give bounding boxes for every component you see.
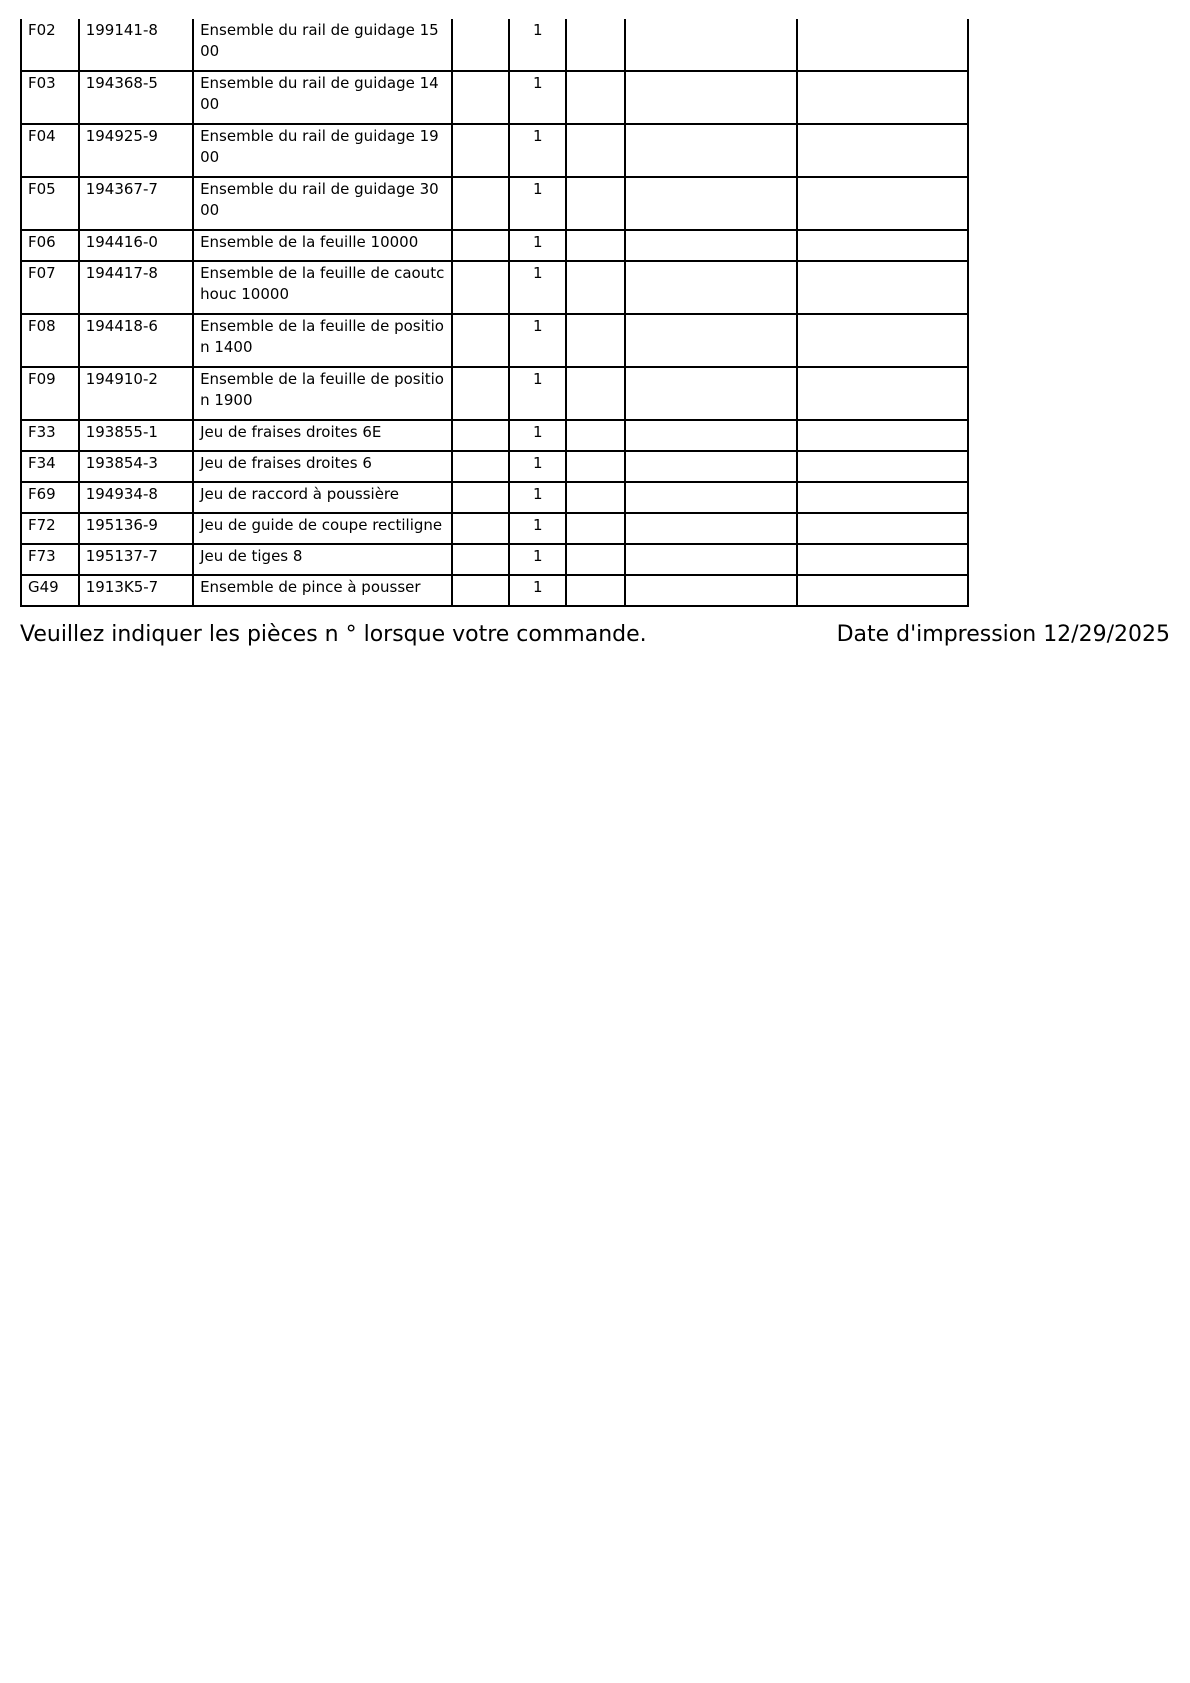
description-cell: Ensemble du rail de guidage 1400	[193, 71, 452, 124]
table-row	[21, 71, 968, 124]
part-number-cell: 194418-6	[79, 314, 193, 367]
quantity-cell: 1	[509, 19, 566, 71]
empty-cell	[452, 575, 510, 606]
part-number-cell: 193855-1	[79, 420, 193, 451]
empty-cell	[452, 367, 510, 420]
ref-cell: F04	[21, 124, 79, 177]
table-row	[21, 575, 968, 606]
empty-cell	[797, 482, 968, 513]
empty-cell	[625, 482, 797, 513]
ref-cell: F05	[21, 177, 79, 230]
empty-cell	[566, 544, 625, 575]
empty-cell	[452, 261, 510, 314]
quantity-cell: 1	[509, 177, 566, 230]
empty-cell	[566, 19, 625, 71]
table-row	[21, 261, 968, 314]
quantity-cell: 1	[509, 575, 566, 606]
empty-cell	[625, 513, 797, 544]
ref-cell: G49	[21, 575, 79, 606]
empty-cell	[625, 124, 797, 177]
empty-cell	[625, 71, 797, 124]
table-row	[21, 230, 968, 261]
part-number-cell: 195136-9	[79, 513, 193, 544]
empty-cell	[566, 314, 625, 367]
empty-cell	[566, 261, 625, 314]
empty-cell	[797, 314, 968, 367]
part-number-cell: 199141-8	[79, 19, 193, 71]
empty-cell	[625, 230, 797, 261]
empty-cell	[797, 544, 968, 575]
part-number-cell: 193854-3	[79, 451, 193, 482]
table-row	[21, 19, 968, 71]
table-row	[21, 544, 968, 575]
ref-cell: F07	[21, 261, 79, 314]
ref-cell: F02	[21, 19, 79, 71]
print-date: Date d'impression 12/29/2025	[836, 622, 1170, 647]
empty-cell	[797, 575, 968, 606]
ref-cell: F73	[21, 544, 79, 575]
ref-cell: F09	[21, 367, 79, 420]
quantity-cell: 1	[509, 261, 566, 314]
empty-cell	[566, 451, 625, 482]
part-number-cell: 194367-7	[79, 177, 193, 230]
table-row	[21, 124, 968, 177]
ref-cell: F69	[21, 482, 79, 513]
empty-cell	[566, 124, 625, 177]
ref-cell: F06	[21, 230, 79, 261]
quantity-cell: 1	[509, 71, 566, 124]
table-row	[21, 367, 968, 420]
empty-cell	[797, 367, 968, 420]
description-cell: Ensemble de la feuille de caoutchouc 10000	[193, 261, 452, 314]
quantity-cell: 1	[509, 124, 566, 177]
ref-cell: F03	[21, 71, 79, 124]
order-note: Veuillez indiquer les pièces n ° lorsque votre commande.	[20, 622, 647, 647]
description-cell: Ensemble du rail de guidage 1500	[193, 19, 452, 71]
description-cell: Jeu de fraises droites 6	[193, 451, 452, 482]
table-row	[21, 420, 968, 451]
empty-cell	[566, 177, 625, 230]
empty-cell	[797, 261, 968, 314]
part-number-cell: 194417-8	[79, 261, 193, 314]
empty-cell	[797, 451, 968, 482]
part-number-cell: 1913K5-7	[79, 575, 193, 606]
empty-cell	[797, 19, 968, 71]
empty-cell	[566, 482, 625, 513]
empty-cell	[625, 575, 797, 606]
quantity-cell: 1	[509, 451, 566, 482]
table-row	[21, 177, 968, 230]
parts-table	[20, 19, 969, 607]
empty-cell	[452, 19, 510, 71]
description-cell: Jeu de tiges 8	[193, 544, 452, 575]
description-cell: Jeu de raccord à poussière	[193, 482, 452, 513]
part-number-cell: 195137-7	[79, 544, 193, 575]
quantity-cell: 1	[509, 544, 566, 575]
empty-cell	[566, 367, 625, 420]
description-cell: Jeu de guide de coupe rectiligne	[193, 513, 452, 544]
parts-table-body	[21, 19, 968, 606]
empty-cell	[566, 513, 625, 544]
empty-cell	[566, 575, 625, 606]
empty-cell	[452, 451, 510, 482]
ref-cell: F72	[21, 513, 79, 544]
description-cell: Ensemble du rail de guidage 3000	[193, 177, 452, 230]
table-row	[21, 314, 968, 367]
ref-cell: F33	[21, 420, 79, 451]
empty-cell	[625, 19, 797, 71]
description-cell: Ensemble de la feuille de position 1400	[193, 314, 452, 367]
quantity-cell: 1	[509, 367, 566, 420]
empty-cell	[566, 71, 625, 124]
part-number-cell: 194910-2	[79, 367, 193, 420]
empty-cell	[797, 177, 968, 230]
empty-cell	[797, 71, 968, 124]
empty-cell	[566, 420, 625, 451]
description-cell: Ensemble du rail de guidage 1900	[193, 124, 452, 177]
description-cell: Ensemble de la feuille 10000	[193, 230, 452, 261]
empty-cell	[625, 451, 797, 482]
description-cell: Ensemble de la feuille de position 1900	[193, 367, 452, 420]
empty-cell	[625, 314, 797, 367]
empty-cell	[452, 544, 510, 575]
quantity-cell: 1	[509, 420, 566, 451]
ref-cell: F08	[21, 314, 79, 367]
quantity-cell: 1	[509, 513, 566, 544]
empty-cell	[452, 124, 510, 177]
part-number-cell: 194368-5	[79, 71, 193, 124]
empty-cell	[797, 230, 968, 261]
quantity-cell: 1	[509, 230, 566, 261]
empty-cell	[625, 544, 797, 575]
table-row	[21, 482, 968, 513]
empty-cell	[625, 367, 797, 420]
empty-cell	[452, 314, 510, 367]
empty-cell	[797, 420, 968, 451]
empty-cell	[452, 420, 510, 451]
page-footer	[20, 620, 1170, 650]
quantity-cell: 1	[509, 482, 566, 513]
empty-cell	[625, 177, 797, 230]
empty-cell	[452, 482, 510, 513]
description-cell: Jeu de fraises droites 6E	[193, 420, 452, 451]
part-number-cell: 194416-0	[79, 230, 193, 261]
quantity-cell: 1	[509, 314, 566, 367]
empty-cell	[625, 261, 797, 314]
ref-cell: F34	[21, 451, 79, 482]
empty-cell	[452, 230, 510, 261]
empty-cell	[797, 124, 968, 177]
empty-cell	[797, 513, 968, 544]
empty-cell	[452, 71, 510, 124]
empty-cell	[625, 420, 797, 451]
description-cell: Ensemble de pince à pousser	[193, 575, 452, 606]
table-row	[21, 451, 968, 482]
empty-cell	[452, 513, 510, 544]
empty-cell	[566, 230, 625, 261]
table-row	[21, 513, 968, 544]
part-number-cell: 194925-9	[79, 124, 193, 177]
part-number-cell: 194934-8	[79, 482, 193, 513]
empty-cell	[452, 177, 510, 230]
